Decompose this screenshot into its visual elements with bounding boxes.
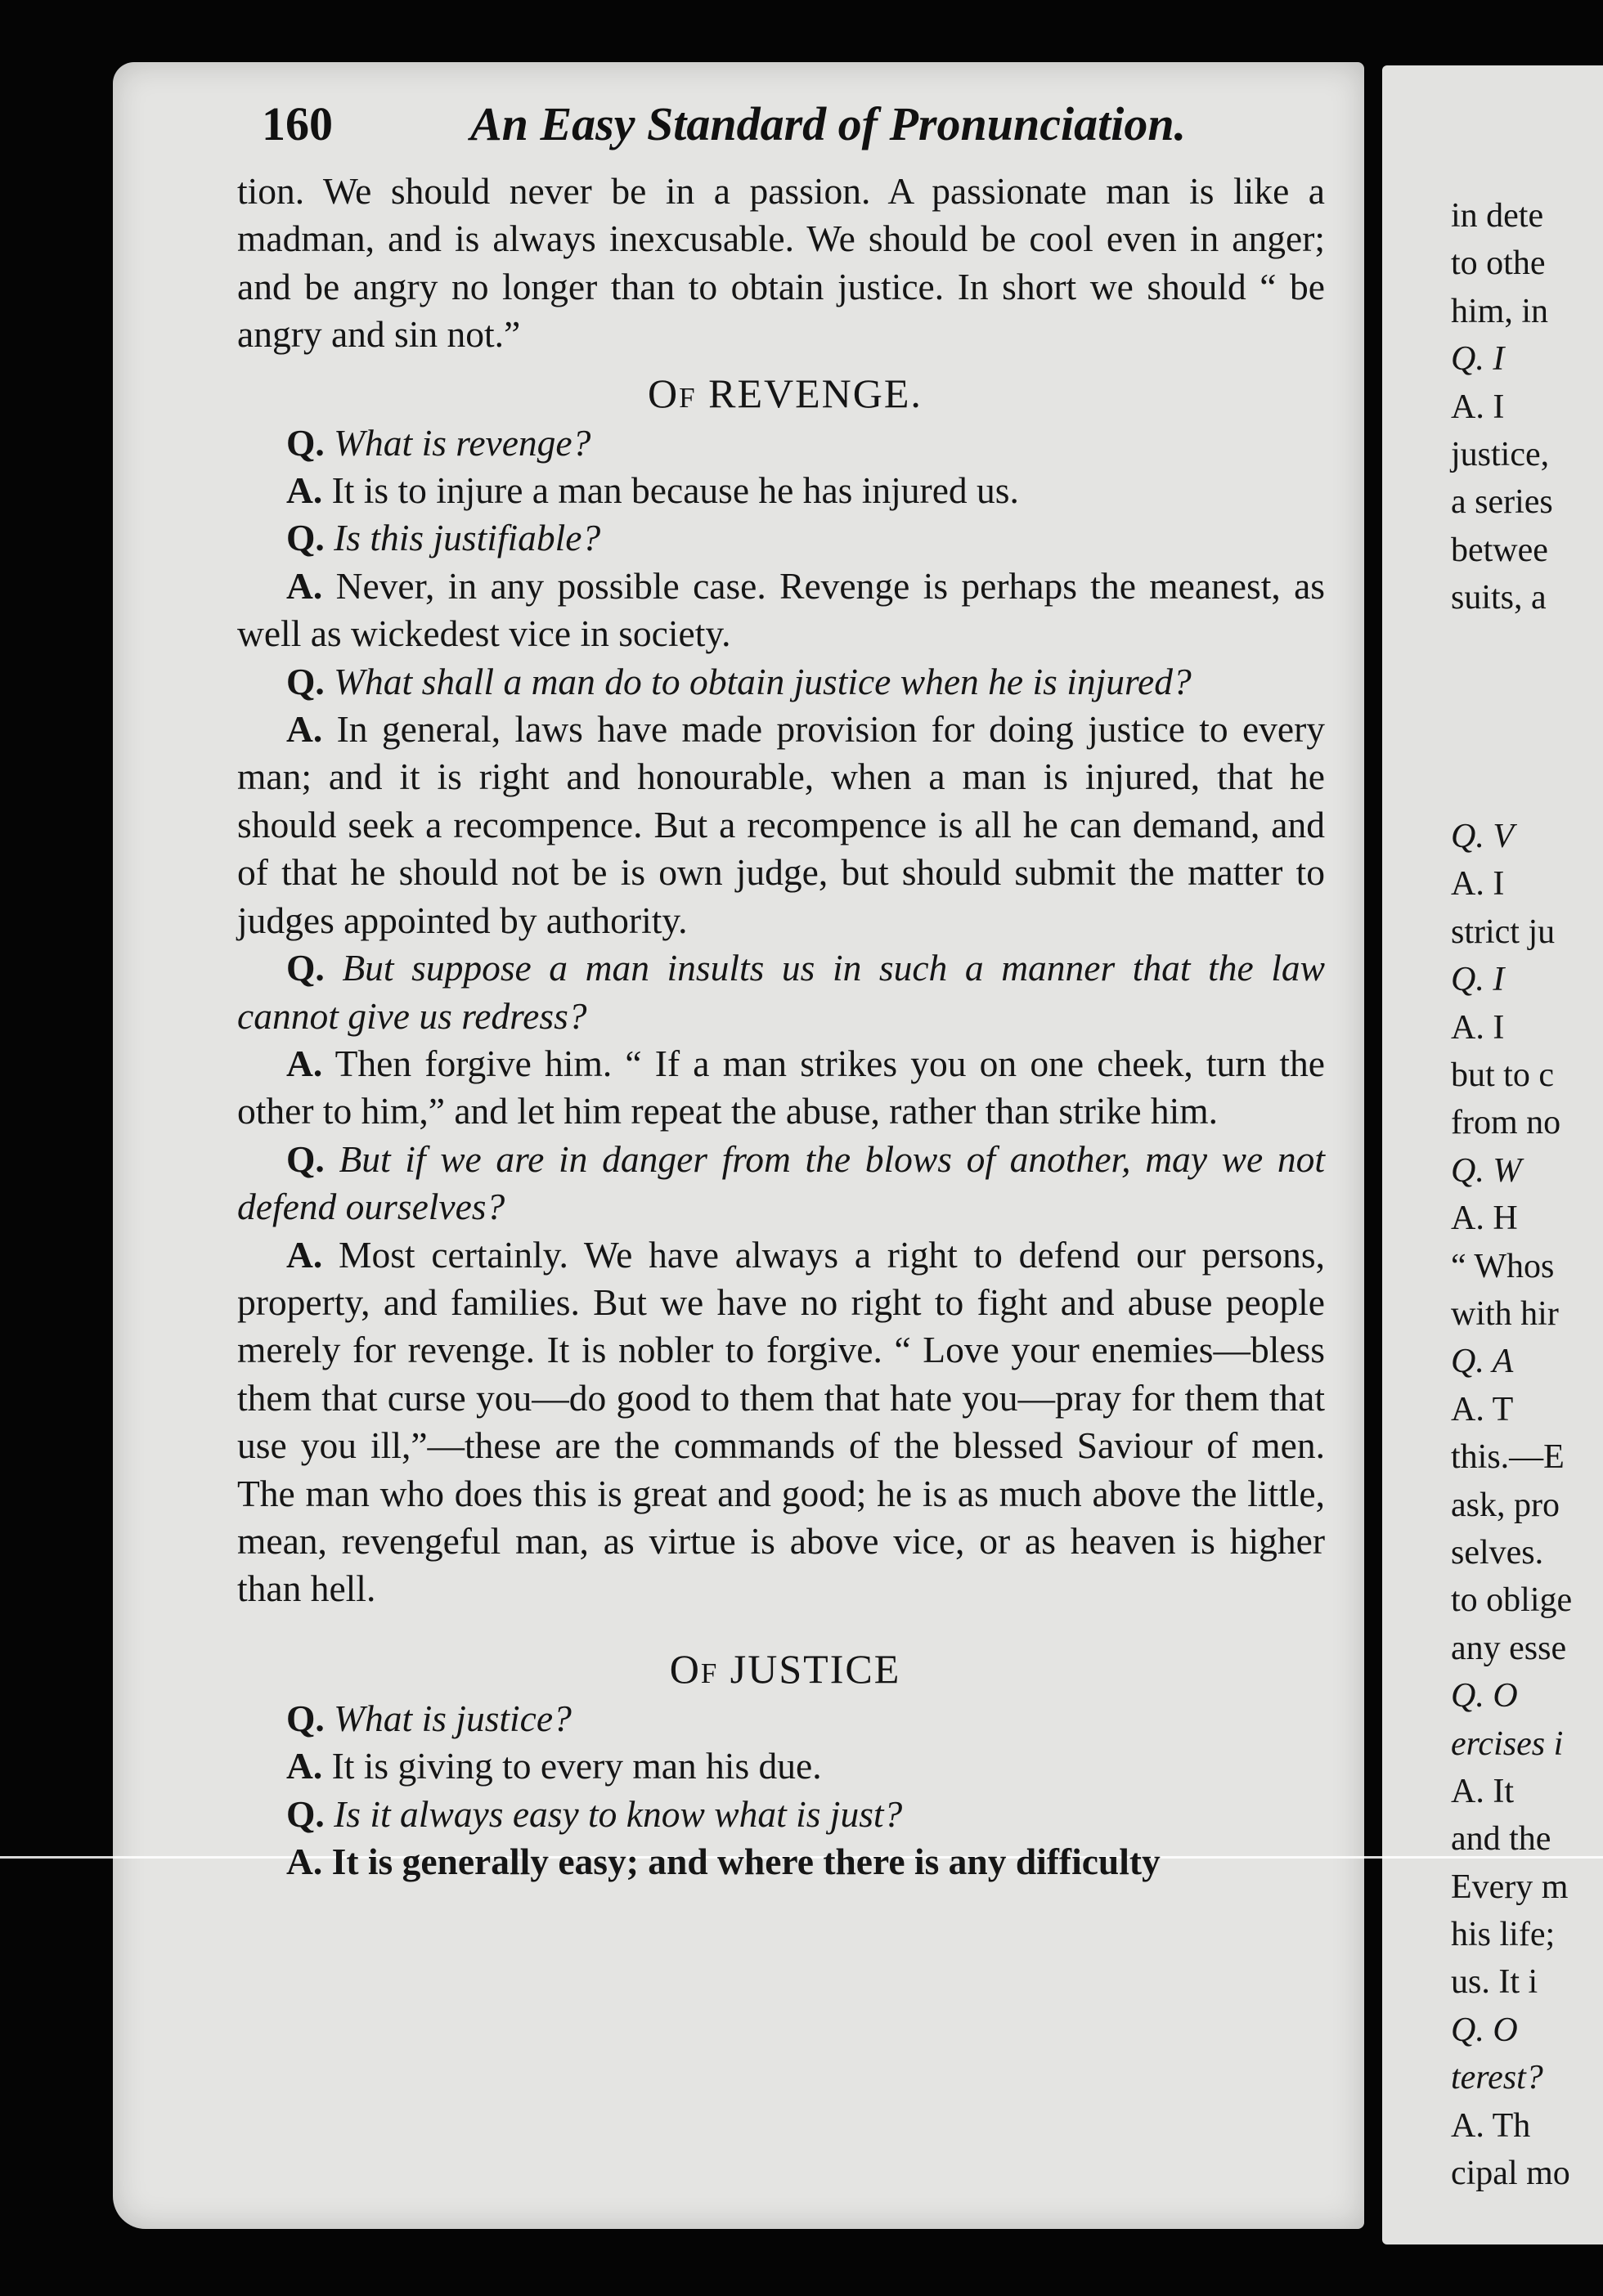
right-page-text [1451,192,1603,2197]
a-text: Then forgive him. “ If a man strikes you on one cheek, turn the other to him,” and let him repeat the abuse, rather than strike him. [237,1042,1325,1132]
right-page-line: suits, a [1451,579,1547,617]
a-text: It is to injure a man because he has injured us. [331,469,1019,512]
right-page-line: in dete [1451,197,1544,235]
right-page-line: with hir [1451,1294,1559,1333]
a-text: In general, laws have made provision for doing justice to every man; and it is right and honourable, when a man is injured, that he should seek a recompence. But a recompence is all he can demand, and of that he should not be is own judge, but should submit the matter to judges appointed by authority. [237,708,1326,941]
answer-paragraph [237,1742,1325,1790]
right-page-line: his life; [1451,1916,1556,1954]
question-paragraph [237,944,1325,1040]
right-page-line: but to c [1451,1056,1554,1095]
q-marker: Q. [286,517,325,559]
q-marker: Q. [286,947,325,989]
a-text: Never, in any possible case. Revenge is perhaps the meanest, as well as wickedest vice in society. [237,564,1325,655]
a-marker: A. [286,1841,323,1882]
right-page-line: Q. A [1451,1343,1514,1381]
right-page-line: a series [1451,483,1553,522]
q-text: But suppose a man insults us in such a manner that the law cannot give us redress? [237,947,1326,1037]
a-text: Most certainly. We have always a right to defend our persons, property, and families. But we have no right to fight and abuse people merely for revenge. It is nobler to forgive. “ Love your enemies—bless them that curse you—do good to them that hate you—pray for them that use you ill,”—these are the commands of the blessed Saviour of men. The man who does this is great and good; he is as much above the little, mean, revengeful man, as virtue is above vice, or as heaven is higher than hell. [237,1233,1325,1610]
right-page-line: ask, pro [1451,1486,1560,1524]
section-heading-justice [237,1643,1325,1695]
right-page-line: cipal mo [1451,2155,1570,2193]
right-page-line: A. T [1451,1390,1514,1428]
right-page-line [1451,622,1603,670]
heading-main: REVENGE. [708,370,923,416]
question-paragraph [237,419,1325,467]
answer-paragraph [237,706,1325,944]
right-page-line: Q. W [1451,1151,1522,1190]
a-marker: A. [286,564,323,607]
right-page-line: A. I [1451,388,1505,426]
a-marker: A. [286,1233,323,1276]
right-page-line: justice, [1451,435,1550,473]
answer-paragraph [237,1040,1325,1136]
right-page-line: him, in [1451,292,1549,330]
answer-paragraph [237,1838,1325,1886]
right-page-line: A. I [1451,1008,1505,1047]
right-page-line: and the [1451,1820,1551,1859]
right-page-line: A. H [1451,1200,1518,1238]
q-text: What shall a man do to obtain justice when he is injured? [334,660,1192,702]
right-page-line [1451,717,1603,765]
q-text: What is justice? [334,1697,572,1739]
q-marker: Q. [286,1697,325,1739]
right-page-line: ercises i [1451,1724,1564,1763]
right-page-line: Q. I [1451,961,1505,999]
q-text: What is revenge? [334,421,591,464]
answer-paragraph [237,563,1325,658]
intro-paragraph: tion. We should never be in a passion. A passionate man is like a madman, and is always inexcusable. We should be cool even in anger; and be angry no longer than to obtain justice. In short we should “ be angry and sin not.” [237,170,1325,356]
book-gutter [1364,49,1382,2257]
right-page-line: to othe [1451,244,1546,283]
main-text [237,168,1325,1886]
right-page-line: strict ju [1451,913,1556,951]
q-marker: Q. [286,1137,325,1180]
a-marker: A. [286,469,323,512]
answer-paragraph [237,467,1325,514]
right-page-line: Q. O [1451,2011,1518,2049]
right-page-line: selves. [1451,1533,1544,1572]
a-text: It is giving to every man his due. [331,1745,822,1787]
question-paragraph [237,1791,1325,1838]
a-marker: A. [286,1745,323,1787]
right-page-line: Q. O [1451,1677,1518,1715]
right-page-line [1451,765,1603,813]
q-text: But if we are in danger from the blows of another, may we not defend ourselves? [237,1137,1325,1228]
answer-paragraph [237,1231,1325,1613]
question-paragraph [237,658,1325,706]
right-page-line: A. It [1451,1772,1514,1810]
right-page-line: Every m [1451,1868,1569,1906]
page-number: 160 [262,97,333,150]
right-page-line: this.—E [1451,1438,1565,1477]
right-page-line: “ Whos [1451,1247,1555,1285]
section-heading-revenge [237,367,1325,419]
right-page-line [1451,670,1603,717]
a-marker: A. [286,708,323,751]
a-text: It is generally easy; and where there is any difficulty [331,1841,1161,1882]
right-page-line: Q. V [1451,818,1514,856]
running-title: An Easy Standard of Pronunciation. [470,97,1187,150]
right-page-line: to oblige [1451,1581,1573,1620]
right-page-line: A. I [1451,865,1505,904]
right-page-line: from no [1451,1104,1561,1142]
q-text: Is this justifiable? [334,517,601,559]
right-page-line: any esse [1451,1629,1567,1667]
question-paragraph [237,514,1325,562]
q-text: Is it always easy to know what is just? [334,1792,903,1835]
q-marker: Q. [286,660,325,702]
heading-main: JUSTICE [730,1645,901,1692]
right-page-line: us. It i [1451,1963,1538,2002]
right-page-line: betwee [1451,531,1548,569]
right-page-line: A. Th [1451,2106,1531,2145]
a-marker: A. [286,1042,323,1084]
heading-lead: Of [669,1645,719,1692]
right-page-line: terest? [1451,2059,1543,2097]
question-paragraph [237,1695,1325,1742]
right-page-line: Q. I [1451,340,1505,379]
page-header [147,82,1333,172]
question-paragraph [237,1136,1325,1231]
q-marker: Q. [286,1792,325,1835]
q-marker: Q. [286,421,325,464]
heading-lead: Of [648,370,697,416]
